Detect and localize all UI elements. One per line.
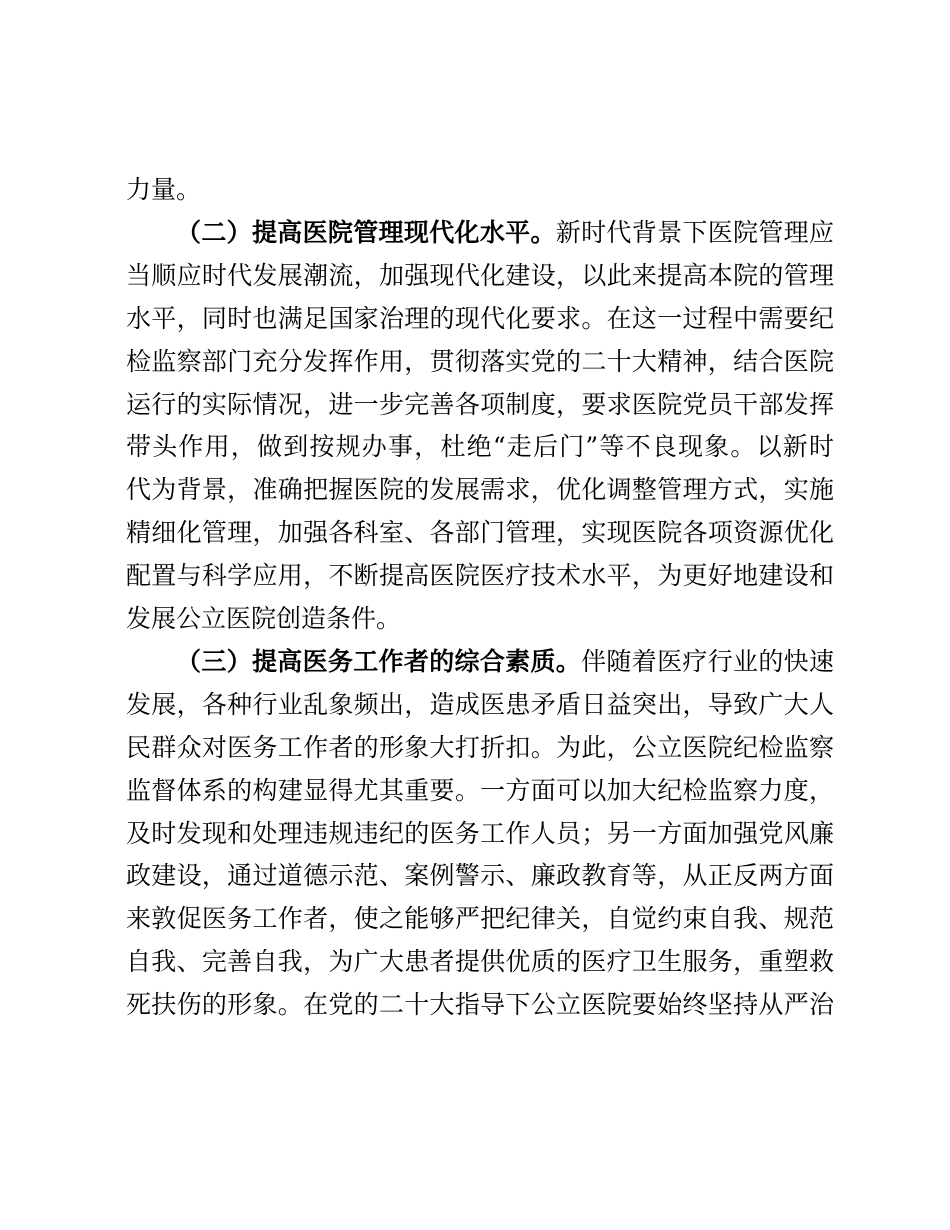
text-line: 力量。	[126, 175, 202, 204]
text-line	[176, 644, 834, 680]
text-line: 配置与科学应用，不断提高医院医疗技术水平，为更好地建设和	[126, 561, 834, 591]
text-line: 水平，同时也满足国家治理的现代化要求。在这一过程中需要纪	[126, 303, 834, 333]
section-heading: （二）提高医院管理现代化水平。	[176, 217, 556, 247]
section-heading: （三）提高医务工作者的综合素质。	[176, 646, 582, 676]
text-line: 民群众对医务工作者的形象大打折扣。为此，公立医院纪检监察	[126, 732, 834, 762]
text-line: 发展，各种行业乱象频出，造成医患矛盾日益突出，导致广大人	[126, 689, 834, 719]
text-line: 带头作用，做到按规办事，杜绝“走后门”等不良现象。以新时	[126, 432, 834, 462]
body-text: 新时代背景下医院管理应	[555, 217, 834, 247]
text-line: 发展公立医院创造条件。	[126, 604, 402, 633]
text-line: 死扶伤的形象。在党的二十大指导下公立医院要始终坚持从严治	[126, 990, 834, 1020]
text-line	[176, 215, 834, 251]
text-line: 监督体系的构建显得尤其重要。一方面可以加大纪检监察力度，	[126, 775, 834, 805]
text-line: 当顺应时代发展潮流，加强现代化建设，以此来提高本院的管理	[126, 260, 834, 290]
text-line: 代为背景，准确把握医院的发展需求，优化调整管理方式，实施	[126, 475, 834, 505]
text-line: 及时发现和处理违规违纪的医务工作人员；另一方面加强党风廉	[126, 818, 834, 848]
body-text: 伴随着医疗行业的快速	[581, 646, 834, 676]
text-line: 自我、完善自我，为广大患者提供优质的医疗卫生服务，重塑救	[126, 947, 834, 977]
text-line: 检监察部门充分发挥作用，贯彻落实党的二十大精神，结合医院	[126, 346, 834, 376]
text-line: 政建设，通过道德示范、案例警示、廉政教育等，从正反两方面	[126, 861, 834, 891]
text-line: 运行的实际情况，进一步完善各项制度，要求医院党员干部发挥	[126, 389, 834, 419]
text-line: 来敦促医务工作者，使之能够严把纪律关，自觉约束自我、规范	[126, 904, 834, 934]
text-line: 精细化管理，加强各科室、各部门管理，实现医院各项资源优化	[126, 518, 834, 548]
